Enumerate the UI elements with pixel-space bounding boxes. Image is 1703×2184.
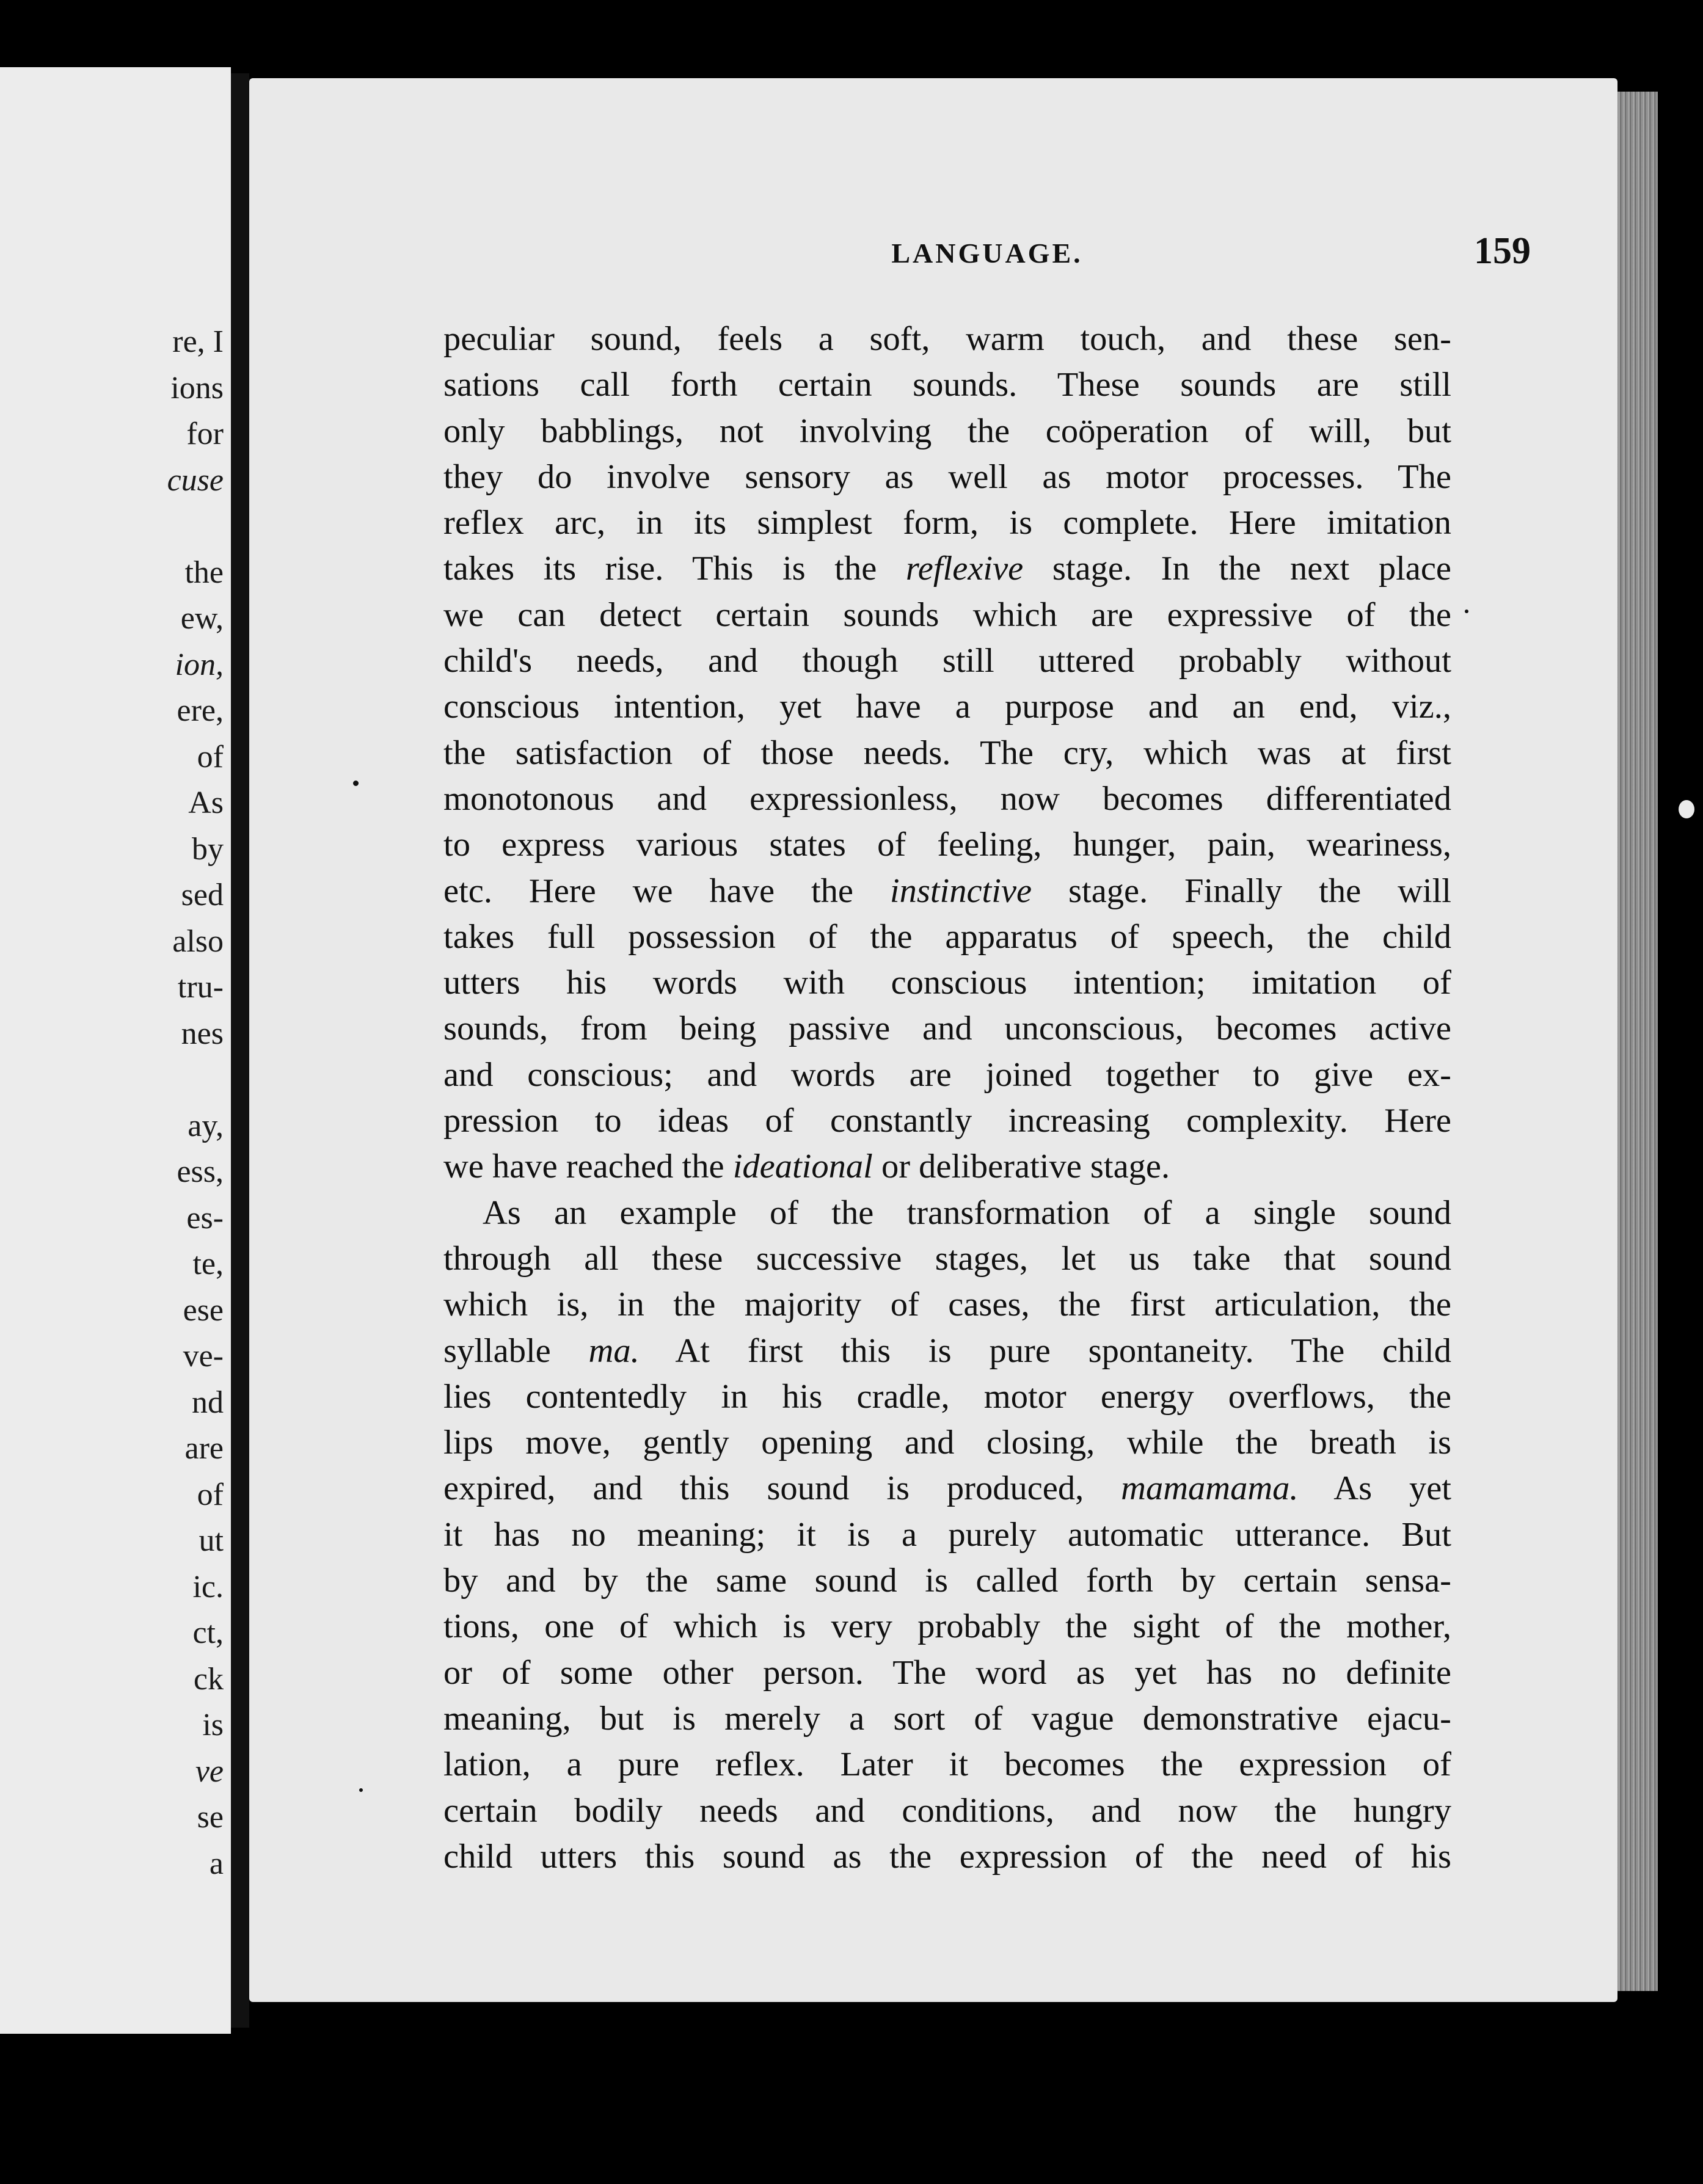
text-run: child's needs, and though still uttered probably without [443,642,1451,680]
text-line [443,1558,1451,1604]
facing-page-fragment: cuse [167,462,224,498]
text-run: conscious intention, yet have a purpose and an end, viz., [443,688,1451,726]
text-run: stage. In the next place [1023,550,1451,588]
text-run: reflex arc, in its simplest form, is complete. Here imitation [443,504,1451,542]
facing-page-fragment: a [209,1846,224,1881]
book-page [249,78,1617,2002]
text-line [443,638,1451,684]
text-run: the satisfaction of those needs. The cry, which was at first [443,733,1451,772]
text-run: or of some other person. The word as yet has no definite [443,1653,1451,1692]
text-line [443,1420,1451,1466]
text-run: through all these successive stages, let us take that sound [443,1239,1451,1278]
text-run: lies contentedly in his cradle, motor energy overflows, the [443,1377,1451,1416]
text-run: which is, in the majority of cases, the first articulation, the [443,1286,1451,1324]
text-line [443,1190,1451,1236]
text-line [443,454,1451,500]
text-run: to express various states of feeling, hunger, pain, weariness, [443,826,1451,864]
text-line [443,684,1451,730]
text-run: monotonous and expressionless, now becomes differentiated [443,779,1451,818]
text-line [443,730,1451,776]
facing-page-fragment: sed [181,878,224,912]
facing-page-fragment: es- [186,1200,224,1236]
facing-page-fragment: nd [192,1385,224,1420]
text-run: we have reached the [443,1148,733,1186]
facing-page-fragment: the [184,555,224,590]
facing-page-fragment: ew, [180,601,224,636]
text-line [443,409,1451,454]
text-run: only babblings, not involving the coöperation of will, but [443,412,1451,450]
text-line [443,1328,1451,1374]
text-run: meaning, but is merely a sort of vague demonstrative ejacu- [443,1699,1451,1738]
facing-page-fragment: ic. [192,1569,224,1604]
text-line [443,1834,1451,1880]
text-run: expired, and this sound is produced, [443,1469,1121,1508]
facing-page-fragment: by [192,831,224,867]
text-line [443,1696,1451,1742]
text-line [443,1144,1451,1190]
text-run: As an example of the transformation of a single sound [483,1193,1451,1232]
running-head [443,230,1531,286]
text-line [443,914,1451,960]
text-run: child utters this sound as the expression of the need of his [443,1837,1451,1876]
text-line [443,1006,1451,1052]
facing-page-fragment: for [186,417,224,451]
facing-page-fragment: re, I [172,324,224,359]
text-run: takes full possession of the apparatus of speech, the child [443,917,1451,956]
text-line [443,1466,1451,1512]
text-line [443,1052,1451,1098]
text-run: lation, a pure reflex. Later it becomes the expression of [443,1745,1451,1784]
facing-page-fragment: ess, [177,1154,224,1189]
facing-page-fragment: As [188,785,224,820]
italic-term: instinctive [889,872,1032,910]
text-run: lips move, gently opening and closing, while the breath is [443,1424,1451,1462]
book-gutter [231,73,249,2028]
facing-page-fragment: tru- [177,970,224,1005]
text-line [443,1512,1451,1558]
text-run: At first this is pure spontaneity. The child [639,1331,1451,1370]
text-line [443,1604,1451,1650]
text-line [443,1282,1451,1328]
text-line [443,1742,1451,1788]
text-run: As yet [1298,1469,1451,1508]
facing-page-fragment: ve- [183,1339,224,1374]
italic-term: ma. [588,1331,640,1370]
facing-page-fragment: is [202,1708,224,1742]
facing-page-fragment: ct, [192,1615,224,1650]
italic-term: reflexive [905,550,1024,588]
text-run: sounds, from being passive and unconscious, becomes active [443,1010,1451,1048]
text-line [443,592,1451,638]
facing-page-fragment: of [197,1477,224,1512]
text-run: syllable [443,1331,589,1370]
facing-page-fragment: ck [193,1661,224,1697]
facing-page-fragment: nes [181,1016,224,1051]
text-line [443,776,1451,822]
text-run: they do involve sensory as well as motor processes. The [443,457,1451,496]
text-line [443,362,1451,408]
text-line [443,316,1451,362]
text-line [443,1098,1451,1144]
ink-speck [1465,610,1468,613]
ink-speck [353,781,359,786]
text-run: we can detect certain sounds which are expressive of the [443,595,1451,634]
facing-page-fragment: ese [183,1292,224,1328]
text-run: or deliberative stage. [872,1148,1170,1186]
text-run: and conscious; and words are joined together to give ex- [443,1055,1451,1094]
facing-page-fragment: se [197,1800,224,1835]
text-run: peculiar sound, feels a soft, warm touch, and these sen- [443,320,1451,358]
page-edges [1617,92,1658,1991]
text-run: pression to ideas of constantly increasing complexity. Here [443,1102,1451,1140]
facing-page-fragment: ut [199,1523,224,1558]
facing-page-fragment: also [172,923,224,959]
text-run: by and by the same sound is called forth by certain sensa- [443,1562,1451,1600]
text-run: it has no meaning; it is a purely automatic utterance. But [443,1515,1451,1554]
text-line [443,1236,1451,1282]
page-number: 159 [1474,230,1531,272]
facing-page-fragment: are [184,1431,224,1466]
text-run: etc. Here we have the [443,872,890,910]
text-line [443,960,1451,1006]
italic-term: ideational [732,1148,873,1186]
text-run: sations call forth certain sounds. These sounds are still [443,366,1451,404]
body-text [443,316,1451,1880]
text-run: stage. Finally the will [1032,872,1451,910]
ink-speck [1679,800,1694,818]
text-run: certain bodily needs and conditions, and now the hungry [443,1791,1451,1830]
text-line [443,1374,1451,1420]
italic-term: mamamama. [1121,1469,1299,1508]
text-run: utters his words with conscious intention; imitation of [443,964,1451,1002]
text-run: tions, one of which is very probably the sight of the mother, [443,1607,1451,1646]
text-line [443,546,1451,592]
ink-speck [359,1788,363,1792]
facing-page-fragment: ion, [175,647,224,682]
text-line [443,500,1451,546]
text-line [443,868,1451,914]
facing-page-edge [0,67,231,2034]
text-line [443,1650,1451,1696]
facing-page-fragment: ere, [177,693,224,728]
running-title: LANGUAGE. [891,238,1083,269]
text-line [443,822,1451,868]
facing-page-fragment: of [197,739,224,774]
text-line [443,1788,1451,1834]
facing-page-fragment: ve [195,1753,224,1789]
facing-page-fragment: te, [192,1247,224,1281]
text-run: takes its rise. This is the [443,550,906,588]
facing-page-fragment: ions [170,370,224,406]
facing-page-fragment: ay, [188,1108,224,1143]
